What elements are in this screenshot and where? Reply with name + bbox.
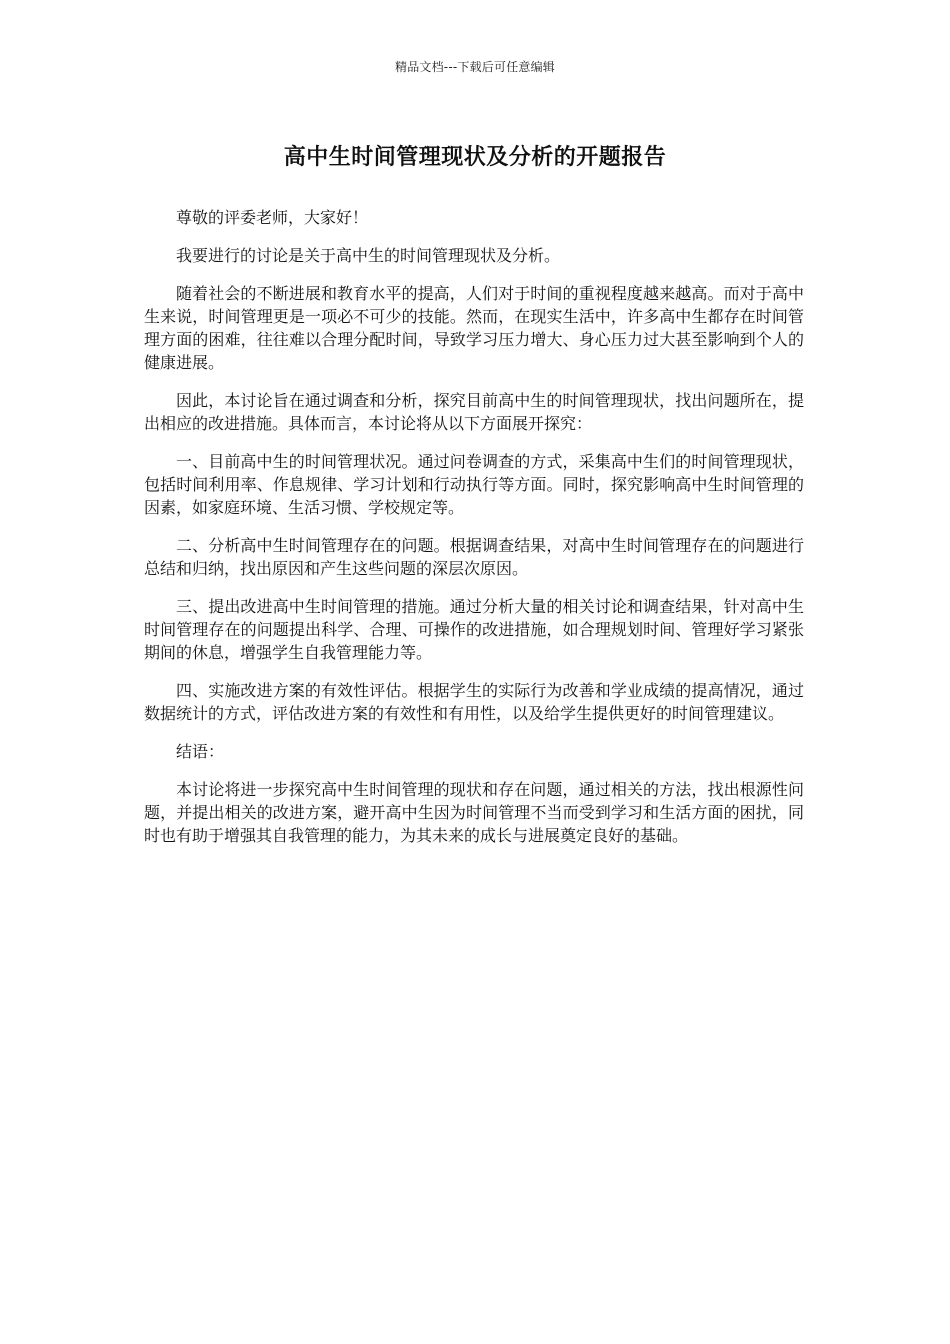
header-note: 精品文档---下载后可任意编辑 — [395, 60, 555, 74]
paragraph-conclusion: 本讨论将进一步探究高中生时间管理的现状和存在问题，通过相关的方法，找出根源性问题，并提出相关的改进方案，避开高中生因为时间管理不当而受到学习和生活方面的困扰，同时也有助于增强其自我管理的能力，为其未来的成长与进展奠定良好的基础。 — [144, 780, 804, 845]
paragraph-conclusion-heading: 结语： — [176, 742, 225, 761]
paragraph-background: 随着社会的不断进展和教育水平的提高，人们对于时间的重视程度越来越高。而对于高中生来说，时间管理更是一项必不可少的技能。然而，在现实生活中，许多高中生都存在时间管理方面的困难，往往难以合理分配时间，导致学习压力增大、身心压力过大甚至影响到个人的健康进展。 — [144, 284, 804, 372]
paragraph-section-one: 一、目前高中生的时间管理状况。通过问卷调查的方式，采集高中生们的时间管理现状，包括时间利用率、作息规律、学习计划和行动执行等方面。同时，探究影响高中生时间管理的因素，如家庭环境、生活习惯、学校规定等。 — [144, 452, 804, 517]
document-body — [144, 206, 804, 862]
document-title: 高中生时间管理现状及分析的开题报告 — [283, 145, 667, 170]
paragraph-section-four: 四、实施改进方案的有效性评估。根据学生的实际行为改善和学业成绩的提高情况，通过数据统计的方式，评估改进方案的有效性和有用性，以及给学生提供更好的时间管理建议。 — [144, 681, 804, 723]
paragraph-section-two: 二、分析高中生时间管理存在的问题。根据调查结果，对高中生时间管理存在的问题进行总结和归纳，找出原因和产生这些问题的深层次原因。 — [144, 536, 804, 578]
paragraph-topic: 我要进行的讨论是关于高中生的时间管理现状及分析。 — [176, 246, 561, 265]
paragraph-section-three: 三、提出改进高中生时间管理的措施。通过分析大量的相关讨论和调查结果，针对高中生时间管理存在的问题提出科学、合理、可操作的改进措施，如合理规划时间、管理好学习紧张期间的休息，增强学生自我管理能力等。 — [144, 597, 804, 662]
paragraph-purpose: 因此，本讨论旨在通过调查和分析，探究目前高中生的时间管理现状，找出问题所在，提出相应的改进措施。具体而言，本讨论将从以下方面展开探究： — [144, 391, 804, 433]
paragraph-greeting: 尊敬的评委老师，大家好！ — [176, 208, 369, 227]
